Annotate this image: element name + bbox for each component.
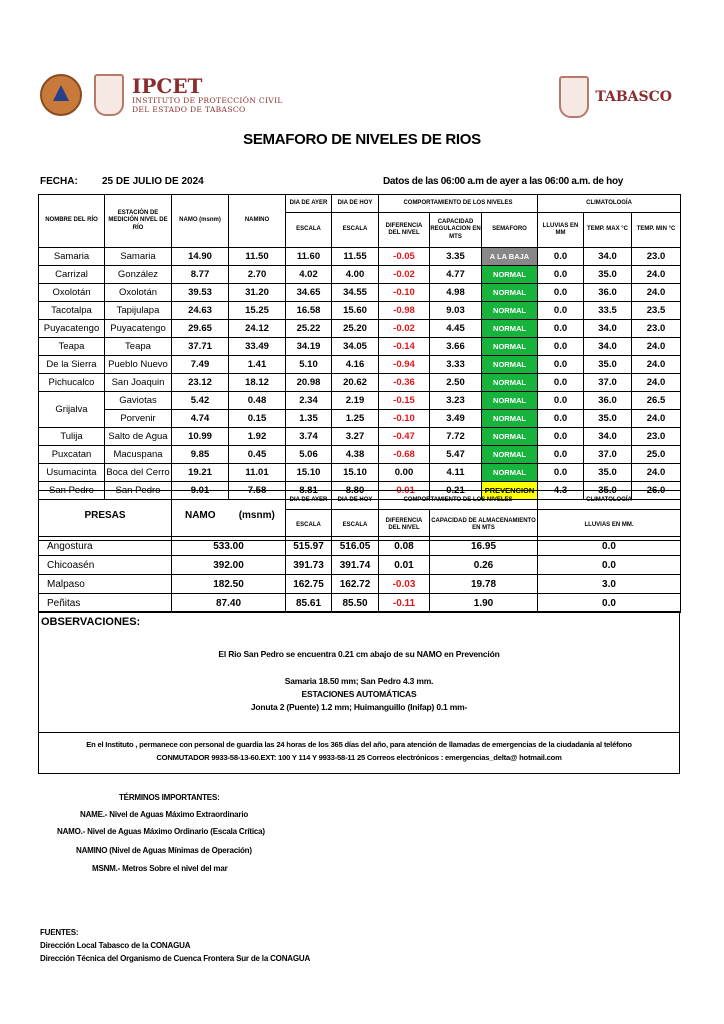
cell-namo: 24.63 — [172, 302, 229, 320]
cell-dif: -0.15 — [379, 392, 430, 410]
semaforo-badge: NORMAL — [482, 464, 538, 482]
cell-tmax: 35.0 — [584, 266, 632, 284]
cell-dif: -0.47 — [379, 428, 430, 446]
cell-hoy: 15.60 — [332, 302, 379, 320]
col-tmin: TEMP. MIN °C — [632, 213, 681, 248]
cell-namo: 7.49 — [172, 356, 229, 374]
cell-hoy: 11.55 — [332, 248, 379, 266]
cell-dif: -0.05 — [379, 248, 430, 266]
cell-namo: 29.65 — [172, 320, 229, 338]
cell-tmax: 35.0 — [584, 482, 632, 500]
cell-namo: 9.01 — [172, 482, 229, 500]
cell-rio: Tulija — [39, 428, 105, 446]
presa-cell-dif: -0.11 — [379, 594, 430, 613]
cell-estacion: Salto de Agua — [105, 428, 172, 446]
col-diferencia: DIFERENCIA DEL NIVEL — [379, 213, 430, 248]
presas-header-table — [38, 490, 681, 541]
presa-cell-name: Peñitas — [39, 594, 172, 613]
cell-hoy: 2.19 — [332, 392, 379, 410]
cell-namo: 5.42 — [172, 392, 229, 410]
cell-hoy: 34.05 — [332, 338, 379, 356]
cell-tmax: 34.0 — [584, 248, 632, 266]
presas-dia-ayer: DIA DE AYER — [286, 491, 332, 510]
cell-hoy: 8.80 — [332, 482, 379, 500]
cell-dif: -0.01 — [379, 482, 430, 500]
cell-rio: Usumacinta — [39, 464, 105, 482]
term-msnm: MSNM.- Metros Sobre el nivel del mar — [92, 864, 228, 873]
term-name: NAME.- Nivel de Aguas Máximo Extraordinario — [80, 810, 249, 819]
cell-estacion: Puyacatengo — [105, 320, 172, 338]
observaciones-title: OBSERVACIONES: — [41, 616, 141, 628]
cell-tmin: 24.0 — [632, 374, 681, 392]
cell-rio: Puxcatan — [39, 446, 105, 464]
presas-diferencia: DIFERENCIA DEL NIVEL — [379, 510, 430, 541]
cell-tmax: 37.0 — [584, 374, 632, 392]
page-title: SEMAFORO DE NIVELES DE RIOS — [243, 131, 481, 148]
cell-namino: 18.12 — [229, 374, 286, 392]
cell-cap: 2.50 — [430, 374, 482, 392]
presa-cell-cap: 19.78 — [430, 575, 538, 594]
presa-cell-lluvia: 0.0 — [538, 594, 681, 613]
cell-dif: -0.10 — [379, 284, 430, 302]
obs-line-6: CONMUTADOR 9933-58-13-60.EXT: 100 Y 114 Y 9933-58-11 25 Correos electrónicos : emergencias_delta@ hotmail.com — [156, 753, 562, 762]
presa-cell-name: Malpaso — [39, 575, 172, 594]
cell-cap: 9.03 — [430, 302, 482, 320]
cell-namo: 19.21 — [172, 464, 229, 482]
cell-dif: -0.02 — [379, 320, 430, 338]
river-row — [39, 284, 681, 302]
cell-lluvia: 0.0 — [538, 446, 584, 464]
presa-row — [39, 575, 681, 594]
cell-dif: -0.98 — [379, 302, 430, 320]
presa-cell-name: Chicoasén — [39, 556, 172, 575]
cell-estacion: Oxolotán — [105, 284, 172, 302]
river-row — [39, 266, 681, 284]
cell-namo: 37.71 — [172, 338, 229, 356]
cell-tmax: 37.0 — [584, 446, 632, 464]
cell-estacion: González — [105, 266, 172, 284]
cell-estacion: Pueblo Nuevo — [105, 356, 172, 374]
presa-cell-name: Angostura — [39, 537, 172, 556]
river-row — [39, 302, 681, 320]
presa-cell-namo: 533.00 — [172, 537, 286, 556]
tabasco-crest-icon — [94, 74, 124, 116]
cell-tmin: 24.0 — [632, 464, 681, 482]
cell-lluvia: 0.0 — [538, 356, 584, 374]
cell-cap: 3.35 — [430, 248, 482, 266]
river-row — [39, 410, 681, 428]
semaforo-badge: NORMAL — [482, 338, 538, 356]
ipcet-header — [40, 72, 283, 118]
cell-namino: 24.12 — [229, 320, 286, 338]
cell-dif: -0.36 — [379, 374, 430, 392]
presa-row — [39, 556, 681, 575]
cell-namo: 8.77 — [172, 266, 229, 284]
tabasco-crest-icon — [559, 76, 589, 118]
cell-lluvia: 0.0 — [538, 302, 584, 320]
cell-namino: 1.92 — [229, 428, 286, 446]
presa-cell-lluvia: 0.0 — [538, 556, 681, 575]
presa-cell-lluvia: 0.0 — [538, 537, 681, 556]
cell-dif: -0.94 — [379, 356, 430, 374]
presa-cell-hoy: 516.05 — [332, 537, 379, 556]
cell-namino: 0.45 — [229, 446, 286, 464]
obs-line-4: Jonuta 2 (Puente) 1.2 mm; Huimanguillo (Inifap) 0.1 mm- — [250, 702, 468, 712]
semaforo-badge: PREVENCION — [482, 482, 538, 500]
col-tmax: TEMP. MAX °C — [584, 213, 632, 248]
cell-ayer: 34.65 — [286, 284, 332, 302]
org-short: IPCET — [132, 74, 203, 98]
cell-lluvia: 4.3 — [538, 482, 584, 500]
term-namo: NAMO.- Nivel de Aguas Máximo Ordinario (Escala Crítica) — [57, 827, 265, 836]
presa-cell-lluvia: 3.0 — [538, 575, 681, 594]
col-climatologia: CLIMATOLOGÍA — [538, 195, 681, 213]
cell-ayer: 5.06 — [286, 446, 332, 464]
cell-namo: 4.74 — [172, 410, 229, 428]
semaforo-badge: NORMAL — [482, 284, 538, 302]
cell-cap: 4.77 — [430, 266, 482, 284]
col-escala-hoy: ESCALA — [332, 213, 379, 248]
cell-lluvia: 0.0 — [538, 266, 584, 284]
cell-rio: Teapa — [39, 338, 105, 356]
obs-line-1: El Rio San Pedro se encuentra 0.21 cm abajo de su NAMO en Prevención — [218, 649, 500, 659]
cell-ayer: 15.10 — [286, 464, 332, 482]
data-period: Datos de las 06:00 a.m de ayer a las 06:00 a.m. de hoy — [383, 176, 624, 187]
cell-namino: 7.58 — [229, 482, 286, 500]
state-name: TABASCO — [595, 89, 672, 105]
cell-rio: Grijalva — [39, 392, 105, 428]
cell-lluvia: 0.0 — [538, 392, 584, 410]
cell-tmax: 35.0 — [584, 464, 632, 482]
presas-msnm-label: (msnm) — [229, 491, 286, 541]
terminos-title: TÉRMINOS IMPORTANTES: — [119, 793, 220, 802]
cell-tmax: 34.0 — [584, 320, 632, 338]
river-row — [39, 392, 681, 410]
cell-estacion: Boca del Cerro — [105, 464, 172, 482]
cell-estacion: Porvenir — [105, 410, 172, 428]
cell-cap: 3.49 — [430, 410, 482, 428]
obs-divider — [39, 732, 679, 733]
semaforo-badge: NORMAL — [482, 392, 538, 410]
presa-cell-ayer: 391.73 — [286, 556, 332, 575]
fecha-value: 25 DE JULIO DE 2024 — [102, 176, 204, 187]
cell-ayer: 11.60 — [286, 248, 332, 266]
cell-namo: 9.85 — [172, 446, 229, 464]
col-namo: NAMO (msnm) — [172, 195, 229, 248]
cell-hoy: 4.38 — [332, 446, 379, 464]
river-row — [39, 248, 681, 266]
cell-dif: -0.14 — [379, 338, 430, 356]
presas-comportamiento: COMPORTAMIENTO DE LOS NIVELES — [379, 491, 538, 510]
presas-capacidad: CAPACIDAD DE ALMACENAMIENTO EN MTS — [430, 510, 538, 541]
cell-tmin: 23.0 — [632, 428, 681, 446]
cell-tmax: 34.0 — [584, 428, 632, 446]
cell-hoy: 15.10 — [332, 464, 379, 482]
cell-dif: -0.68 — [379, 446, 430, 464]
cell-ayer: 34.19 — [286, 338, 332, 356]
presa-cell-ayer: 162.75 — [286, 575, 332, 594]
cell-namo: 39.53 — [172, 284, 229, 302]
cell-estacion: San Pedro — [105, 482, 172, 500]
presa-cell-hoy: 391.74 — [332, 556, 379, 575]
cell-tmin: 23.5 — [632, 302, 681, 320]
cell-tmin: 24.0 — [632, 356, 681, 374]
cell-namino: 31.20 — [229, 284, 286, 302]
cell-namino: 33.49 — [229, 338, 286, 356]
cell-namo: 14.90 — [172, 248, 229, 266]
fuente-2: Dirección Técnica del Organismo de Cuenca Frontera Sur de la CONAGUA — [40, 954, 311, 963]
col-dia-ayer: DIA DE AYER — [286, 195, 332, 213]
cell-cap: 3.66 — [430, 338, 482, 356]
cell-namo: 10.99 — [172, 428, 229, 446]
cell-tmax: 33.5 — [584, 302, 632, 320]
civil-protection-seal-icon — [40, 74, 82, 116]
presas-namo-label: NAMO — [172, 491, 229, 541]
semaforo-badge: NORMAL — [482, 410, 538, 428]
river-row — [39, 338, 681, 356]
presas-climatologia: CLIMATOLOGÍA — [538, 491, 681, 510]
col-dia-hoy: DIA DE HOY — [332, 195, 379, 213]
river-row — [39, 428, 681, 446]
cell-namino: 11.50 — [229, 248, 286, 266]
presa-cell-namo: 87.40 — [172, 594, 286, 613]
cell-hoy: 4.00 — [332, 266, 379, 284]
river-row — [39, 464, 681, 482]
river-row — [39, 356, 681, 374]
cell-hoy: 3.27 — [332, 428, 379, 446]
cell-tmin: 23.0 — [632, 320, 681, 338]
cell-hoy: 20.62 — [332, 374, 379, 392]
semaforo-badge: NORMAL — [482, 266, 538, 284]
cell-tmax: 35.0 — [584, 356, 632, 374]
cell-tmax: 34.0 — [584, 338, 632, 356]
cell-rio: Puyacatengo — [39, 320, 105, 338]
presa-cell-namo: 182.50 — [172, 575, 286, 594]
presa-cell-cap: 1.90 — [430, 594, 538, 613]
presas-escala-ayer: ESCALA — [286, 510, 332, 541]
obs-line-2: Samaria 18.50 mm; San Pedro 4.3 mm. — [284, 676, 434, 686]
cell-tmax: 36.0 — [584, 284, 632, 302]
col-escala-ayer: ESCALA — [286, 213, 332, 248]
cell-cap: 3.33 — [430, 356, 482, 374]
presa-cell-cap: 0.26 — [430, 556, 538, 575]
cell-tmax: 35.0 — [584, 410, 632, 428]
semaforo-badge: NORMAL — [482, 302, 538, 320]
cell-rio: San Pedro — [39, 482, 105, 500]
fuentes-title: FUENTES: — [40, 928, 79, 937]
cell-tmin: 24.0 — [632, 284, 681, 302]
fecha-label: FECHA: — [40, 176, 78, 187]
cell-tmax: 36.0 — [584, 392, 632, 410]
cell-cap: 4.98 — [430, 284, 482, 302]
col-semaforo: SEMAFORO — [482, 213, 538, 248]
presa-cell-hoy: 162.72 — [332, 575, 379, 594]
river-row — [39, 320, 681, 338]
cell-cap: 7.72 — [430, 428, 482, 446]
presa-cell-namo: 392.00 — [172, 556, 286, 575]
cell-namino: 11.01 — [229, 464, 286, 482]
cell-lluvia: 0.0 — [538, 410, 584, 428]
cell-tmin: 24.0 — [632, 410, 681, 428]
cell-cap: 3.23 — [430, 392, 482, 410]
presa-cell-hoy: 85.50 — [332, 594, 379, 613]
cell-tmin: 23.0 — [632, 248, 681, 266]
presa-row — [39, 594, 681, 613]
cell-ayer: 1.35 — [286, 410, 332, 428]
cell-lluvia: 0.0 — [538, 338, 584, 356]
river-row — [39, 374, 681, 392]
presa-cell-dif: 0.01 — [379, 556, 430, 575]
river-row — [39, 446, 681, 464]
cell-rio: Tacotalpa — [39, 302, 105, 320]
cell-rio: De la Sierra — [39, 356, 105, 374]
cell-lluvia: 0.0 — [538, 284, 584, 302]
cell-dif: -0.10 — [379, 410, 430, 428]
cell-lluvia: 0.0 — [538, 248, 584, 266]
cell-ayer: 2.34 — [286, 392, 332, 410]
cell-lluvia: 0.0 — [538, 464, 584, 482]
fuente-1: Dirección Local Tabasco de la CONAGUA — [40, 941, 191, 950]
cell-hoy: 1.25 — [332, 410, 379, 428]
presas-label: PRESAS — [39, 491, 172, 541]
col-capacidad: CAPACIDAD REGULACION EN MTS — [430, 213, 482, 248]
presas-escala-hoy: ESCALA — [332, 510, 379, 541]
presa-cell-cap: 16.95 — [430, 537, 538, 556]
cell-lluvia: 0.0 — [538, 374, 584, 392]
cell-dif: 0.00 — [379, 464, 430, 482]
cell-ayer: 16.58 — [286, 302, 332, 320]
cell-lluvia: 0.0 — [538, 320, 584, 338]
cell-tmin: 24.0 — [632, 338, 681, 356]
cell-estacion: Teapa — [105, 338, 172, 356]
semaforo-badge: A LA BAJA — [482, 248, 538, 266]
semaforo-badge: NORMAL — [482, 356, 538, 374]
cell-dif: -0.02 — [379, 266, 430, 284]
cell-namino: 2.70 — [229, 266, 286, 284]
cell-rio: Pichucalco — [39, 374, 105, 392]
cell-estacion: Macuspana — [105, 446, 172, 464]
cell-cap: 0.21 — [430, 482, 482, 500]
col-lluvias: LLUVIAS EN MM — [538, 213, 584, 248]
cell-ayer: 5.10 — [286, 356, 332, 374]
presas-lluvias: LLUVIAS EN MM. — [538, 510, 681, 541]
cell-ayer: 8.81 — [286, 482, 332, 500]
presa-cell-ayer: 515.97 — [286, 537, 332, 556]
cell-namino: 15.25 — [229, 302, 286, 320]
cell-cap: 5.47 — [430, 446, 482, 464]
rivers-table — [38, 194, 681, 500]
cell-rio: Oxolotán — [39, 284, 105, 302]
org-line-1: INSTITUTO DE PROTECCIÓN CIVIL — [132, 96, 283, 105]
col-namino: NAMINO — [229, 195, 286, 248]
term-namino: NAMINO (Nivel de Aguas Mínimas de Operación) — [76, 846, 252, 855]
cell-estacion: Gaviotas — [105, 392, 172, 410]
cell-estacion: Samaria — [105, 248, 172, 266]
cell-namo: 23.12 — [172, 374, 229, 392]
col-comportamiento: COMPORTAMIENTO DE LOS NIVELES — [379, 195, 538, 213]
presa-cell-dif: -0.03 — [379, 575, 430, 594]
obs-line-3: ESTACIONES AUTOMÁTICAS — [301, 689, 417, 699]
cell-rio: Samaria — [39, 248, 105, 266]
presa-cell-dif: 0.08 — [379, 537, 430, 556]
cell-namino: 1.41 — [229, 356, 286, 374]
cell-cap: 4.11 — [430, 464, 482, 482]
semaforo-badge: NORMAL — [482, 320, 538, 338]
presas-dia-hoy: DIA DE HOY — [332, 491, 379, 510]
cell-tmin: 26.5 — [632, 392, 681, 410]
cell-namino: 0.15 — [229, 410, 286, 428]
tabasco-logo — [559, 76, 672, 118]
cell-hoy: 4.16 — [332, 356, 379, 374]
obs-line-5: En el Instituto , permanece con personal de guardia las 24 horas de los 365 días del año, para atención de llamadas de emergencias de la ciudadanía al teléfono — [86, 740, 632, 749]
cell-hoy: 34.55 — [332, 284, 379, 302]
org-line-2: DEL ESTADO DE TABASCO — [132, 105, 246, 114]
observaciones-box — [38, 611, 680, 774]
cell-ayer: 4.02 — [286, 266, 332, 284]
cell-tmin: 25.0 — [632, 446, 681, 464]
semaforo-badge: NORMAL — [482, 374, 538, 392]
cell-tmin: 24.0 — [632, 266, 681, 284]
cell-estacion: San Joaquin — [105, 374, 172, 392]
cell-ayer: 20.98 — [286, 374, 332, 392]
semaforo-badge: NORMAL — [482, 428, 538, 446]
cell-lluvia: 0.0 — [538, 428, 584, 446]
cell-rio: Carrizal — [39, 266, 105, 284]
cell-tmin: 26.0 — [632, 482, 681, 500]
col-estacion: ESTACIÓN DE MEDICIÓN NIVEL DE RÍO — [105, 195, 172, 248]
semaforo-badge: NORMAL — [482, 446, 538, 464]
col-rio: NOMBRE DEL RÍO — [39, 195, 105, 248]
presa-cell-ayer: 85.61 — [286, 594, 332, 613]
presas-table — [38, 536, 681, 613]
cell-ayer: 25.22 — [286, 320, 332, 338]
cell-estacion: Tapijulapa — [105, 302, 172, 320]
cell-hoy: 25.20 — [332, 320, 379, 338]
cell-ayer: 3.74 — [286, 428, 332, 446]
cell-namino: 0.48 — [229, 392, 286, 410]
cell-cap: 4.45 — [430, 320, 482, 338]
